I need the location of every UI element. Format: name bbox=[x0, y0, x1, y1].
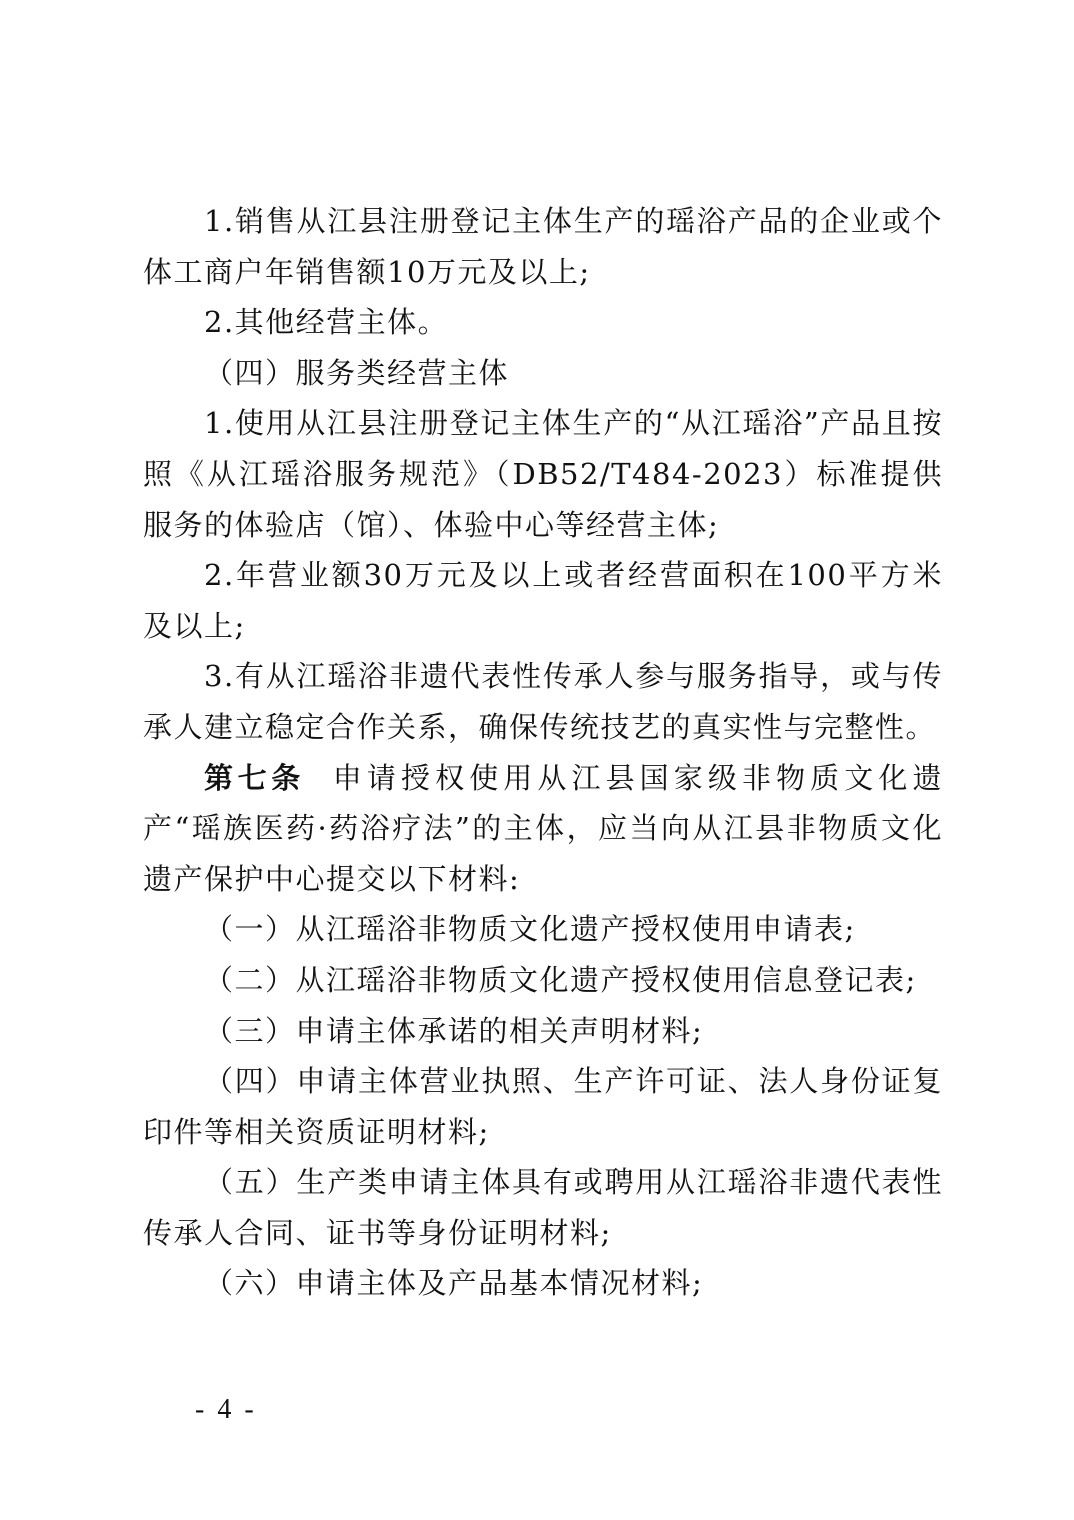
paragraph-inheritor-guidance: 3.有从江瑶浴非遗代表性传承人参与服务指导，或与传承人建立稳定合作关系，确保传统技艺的真实性与完整性。 bbox=[143, 659, 943, 744]
list-item-commitment-statement: （三）申请主体承诺的相关声明材料; bbox=[204, 1013, 704, 1048]
paragraph-service-standard: 1.使用从江县注册登记主体生产的“从江瑶浴”产品且按照《从江瑶浴服务规范》（DB52/T484-2023）标准提供服务的体验店（馆）、体验中心等经营主体; bbox=[143, 406, 943, 542]
article-seven-text: 申请授权使用从江县国家级非物质文化遗产“瑶族医药·药浴疗法”的主体，应当向从江县非物质文化遗产保护中心提交以下材料: bbox=[143, 760, 943, 896]
document-body bbox=[143, 196, 943, 1309]
list-item-application-form: （一）从江瑶浴非物质文化遗产授权使用申请表; bbox=[204, 912, 856, 947]
paragraph-sales-enterprise: 1.销售从江县注册登记主体生产的瑶浴产品的企业或个体工商户年销售额10万元及以上; bbox=[143, 204, 943, 289]
list-item-basic-information: （六）申请主体及产品基本情况材料; bbox=[204, 1266, 704, 1301]
paragraph-article-seven bbox=[143, 753, 943, 905]
list-item-qualification-materials: （四）申请主体营业执照、生产许可证、法人身份证复印件等相关资质证明材料; bbox=[143, 1064, 943, 1149]
section-heading-service-entities: （四）服务类经营主体 bbox=[204, 355, 510, 390]
article-number: 第七条 bbox=[204, 760, 305, 795]
list-item-inheritor-contract: （五）生产类申请主体具有或聘用从江瑶浴非遗代表性传承人合同、证书等身份证明材料; bbox=[143, 1165, 943, 1250]
paragraph-other-entities: 2.其他经营主体。 bbox=[204, 305, 449, 340]
page-number: - 4 - bbox=[195, 1394, 257, 1425]
paragraph-revenue-area: 2.年营业额30万元及以上或者经营面积在100平方米及以上; bbox=[143, 558, 943, 643]
list-item-registration-form: （二）从江瑶浴非物质文化遗产授权使用信息登记表; bbox=[204, 962, 917, 997]
